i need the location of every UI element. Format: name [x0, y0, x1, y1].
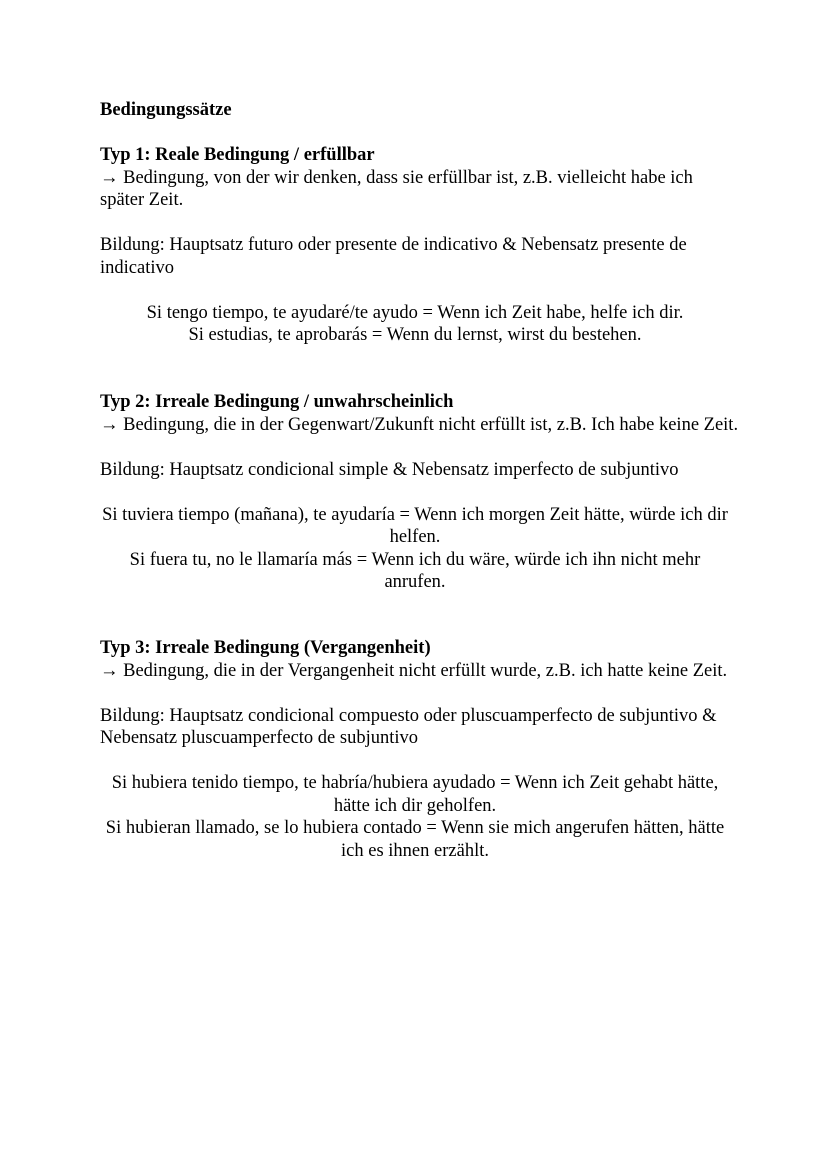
section-bildung: Bildung: Hauptsatz condicional simple & Nebensatz imperfecto de subjuntivo — [100, 459, 679, 480]
example-list — [100, 772, 730, 862]
section-bildung: Bildung: Hauptsatz futuro oder presente de indicativo & Nebensatz presente de indicativo — [100, 235, 687, 278]
section-typ-2 — [100, 391, 740, 594]
section-heading: Typ 1: Reale Bedingung / erfüllbar — [100, 145, 375, 165]
section-typ-3 — [100, 637, 740, 862]
example-sentence: Si fuera tu, no le llamaría más = Wenn ich du wäre, würde ich ihn nicht mehr anrufen. — [129, 549, 701, 592]
section-heading: Typ 3: Irreale Bedingung (Vergangenheit) — [100, 638, 431, 658]
example-sentence: Si tuviera tiempo (mañana), te ayudaría = Wenn ich morgen Zeit hätte, würde ich dir helfen. — [102, 504, 728, 547]
example-sentence: Si estudias, te aprobarás = Wenn du lernst, wirst du bestehen. — [188, 325, 642, 345]
section-typ-1 — [100, 144, 740, 347]
example-sentence: Si tengo tiempo, te ayudaré/te ayudo = Wenn ich Zeit habe, helfe ich dir. — [146, 302, 684, 323]
section-description: → Bedingung, von der wir denken, dass sie erfüllbar ist, z.B. vielleicht habe ich später Zeit. — [100, 167, 693, 210]
example-sentence: Si hubiera tenido tiempo, te habría/hubiera ayudado = Wenn ich Zeit gehabt hätte, hätte ich dir geholfen. — [111, 773, 719, 816]
section-description: → Bedingung, die in der Vergangenheit nicht erfüllt wurde, z.B. ich hatte keine Zeit. — [100, 660, 728, 681]
section-bildung: Bildung: Hauptsatz condicional compuesto oder pluscuamperfecto de subjuntivo & Nebensatz pluscuamperfecto de subjuntivo — [100, 705, 717, 748]
example-sentence: Si hubieran llamado, se lo hubiera contado = Wenn sie mich angerufen hätten, hätte ich es ihnen erzählt. — [105, 818, 725, 861]
section-description: → Bedingung, die in der Gegenwart/Zukunft nicht erfüllt ist, z.B. Ich habe keine Zeit. — [100, 414, 739, 435]
example-list — [100, 504, 730, 594]
section-heading: Typ 2: Irreale Bedingung / unwahrscheinlich — [100, 392, 454, 412]
example-list — [100, 302, 730, 347]
document-title: Bedingungssätze — [100, 100, 232, 120]
